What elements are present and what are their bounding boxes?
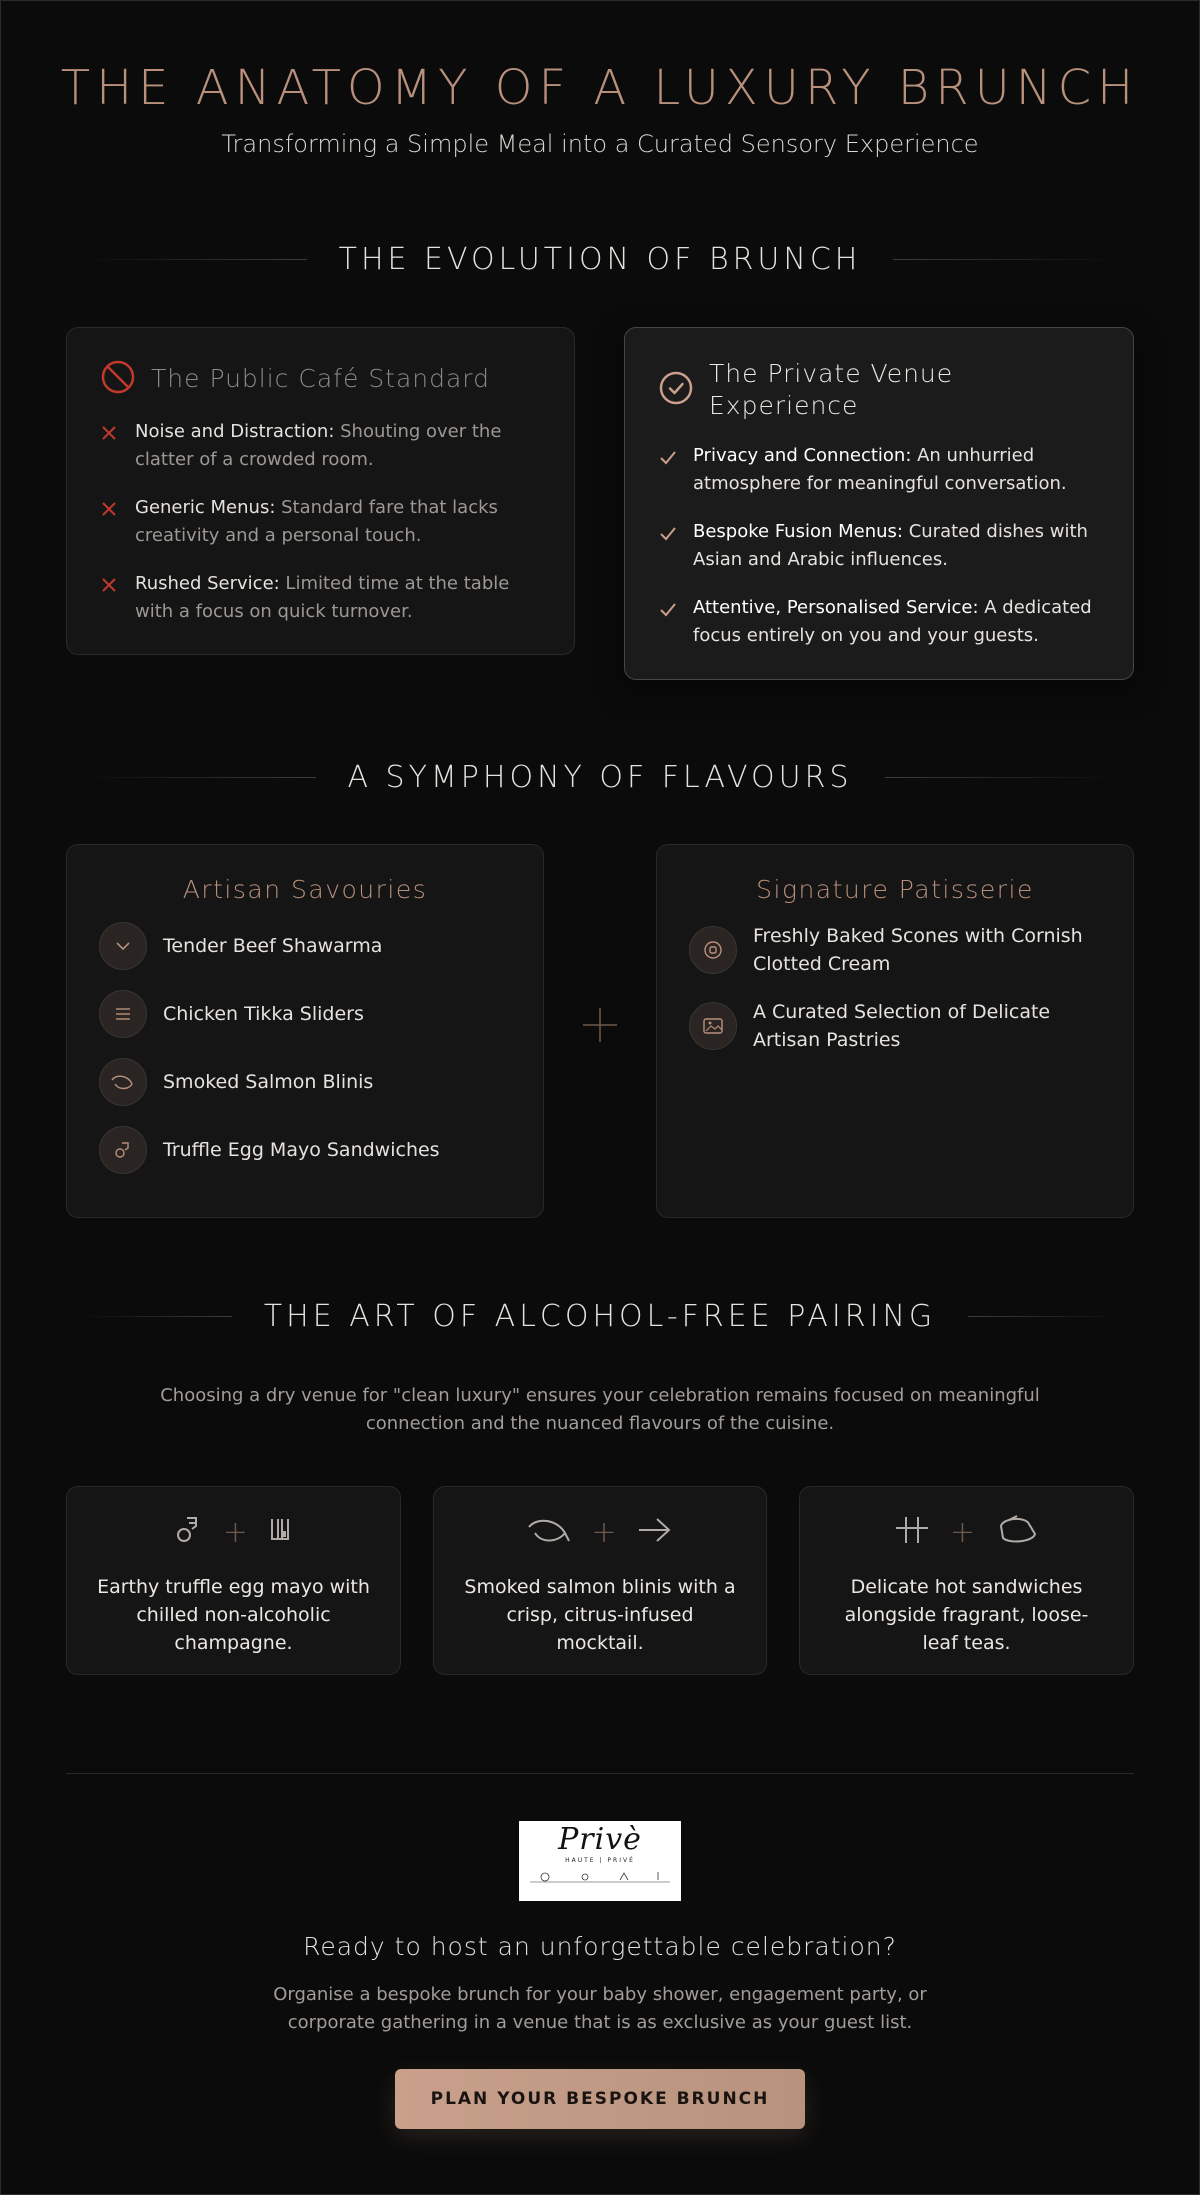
point-text <box>693 518 1099 574</box>
section-heading-flavours <box>80 757 1120 797</box>
menu-title: Artisan Savouries <box>182 875 428 904</box>
burger-icon <box>99 990 147 1038</box>
page-title: THE ANATOMY OF A LUXURY BRUNCH <box>60 60 1140 116</box>
cta-text: Organise a bespoke brunch for your baby shower, engagement party, or corporate gathering in a venue that is as exclusive as your guest list. <box>273 1984 927 2033</box>
cta-title: Ready to host an unforgettable celebration? <box>303 1932 897 1961</box>
point-description: An unhurried atmosphere for meaningful conversation. <box>693 445 1067 494</box>
menu-item-label: Freshly Baked Scones with Cornish Clotted Cream <box>753 925 1083 975</box>
plus-icon: + <box>591 1514 617 1550</box>
point-description: Limited time at the table with a focus on quick turnover. <box>135 573 510 622</box>
section-heading-evolution <box>80 239 1120 279</box>
pairing-icons <box>894 1507 1039 1557</box>
menu-item-label: Chicken Tikka Sliders <box>163 1003 364 1025</box>
heading-rule-right <box>893 259 1120 260</box>
plus-icon: + <box>949 1514 976 1550</box>
point-item <box>659 594 1099 650</box>
plan-brunch-button[interactable]: PLAN YOUR BESPOKE BRUNCH <box>395 2069 805 2129</box>
heading-rule-left <box>80 777 316 778</box>
card-title: The Public Café Standard <box>151 364 491 393</box>
section-heading-text: THE EVOLUTION OF BRUNCH <box>338 241 862 277</box>
menu-item <box>99 1126 511 1174</box>
plus-icon: + <box>222 1514 249 1550</box>
pairing-icons <box>175 1507 292 1557</box>
point-text <box>135 494 540 550</box>
check-mark-icon <box>659 518 677 574</box>
point-item <box>101 570 540 626</box>
point-label: Generic Menus: <box>135 497 276 518</box>
point-label: Rushed Service: <box>135 573 280 594</box>
section-heading-pairing <box>80 1296 1120 1336</box>
point-item <box>659 518 1099 574</box>
prohibited-icon <box>101 360 135 398</box>
fish-icon <box>99 1058 147 1106</box>
private-venue-card <box>624 327 1134 680</box>
logo-tagline: HAUTE | PRIVÉ <box>565 1857 635 1864</box>
public-cafe-card <box>66 327 575 655</box>
chevron-down-icon <box>99 922 147 970</box>
check-mark-icon <box>659 594 677 650</box>
section-divider <box>66 1773 1134 1774</box>
point-item <box>659 442 1099 498</box>
heading-rule-left <box>80 1316 232 1317</box>
menu-item <box>99 990 511 1038</box>
fish-icon <box>527 1515 571 1549</box>
menu-item-label: Truffle Egg Mayo Sandwiches <box>163 1139 440 1161</box>
menu-title: Signature Patisserie <box>756 875 1034 904</box>
cocktail-icon <box>637 1515 673 1549</box>
heading-rule-right <box>885 777 1121 778</box>
pairing-icons <box>527 1507 672 1557</box>
point-text <box>693 594 1099 650</box>
menu-item <box>689 998 1101 1054</box>
menu-item-label: A Curated Selection of Delicate Artisan Pastries <box>753 1001 1051 1051</box>
point-item <box>101 494 540 550</box>
pairing-text: Smoked salmon blinis with a crisp, citrus-infused mocktail. <box>464 1576 736 1654</box>
egg-icon <box>175 1515 203 1549</box>
x-mark-icon <box>101 494 119 550</box>
pairing-card <box>433 1486 767 1675</box>
page-subtitle: Transforming a Simple Meal into a Curated Sensory Experience <box>221 130 979 158</box>
menu-item <box>99 1058 511 1106</box>
menu-item <box>689 922 1101 978</box>
menu-item <box>99 922 511 970</box>
image-icon <box>689 1002 737 1050</box>
point-description: A dedicated focus entirely on you and your guests. <box>693 597 1092 646</box>
card-title: The Private Venue Experience <box>709 359 954 420</box>
point-label: Bespoke Fusion Menus: <box>693 521 903 542</box>
point-text <box>135 418 540 474</box>
section-heading-text: THE ART OF ALCOHOL-FREE PAIRING <box>263 1298 937 1334</box>
heading-rule-left <box>80 259 307 260</box>
card-header <box>659 358 1099 422</box>
pairing-text: Delicate hot sandwiches alongside fragrant, loose-leaf teas. <box>844 1576 1089 1654</box>
point-description: Shouting over the clatter of a crowded room. <box>135 421 502 470</box>
pairing-intro: Choosing a dry venue for "clean luxury" ensures your celebration remains focused on meaningful connection and the nuanced flavours of the cuisine. <box>160 1385 1040 1434</box>
egg-icon <box>99 1126 147 1174</box>
check-mark-icon <box>659 442 677 498</box>
point-description: Standard fare that lacks creativity and a personal touch. <box>135 497 498 546</box>
private-points-list <box>659 442 1099 650</box>
menu-item-label: Tender Beef Shawarma <box>163 935 383 957</box>
pairing-card <box>799 1486 1134 1675</box>
x-mark-icon <box>101 418 119 474</box>
savouries-list <box>99 922 511 1174</box>
pairing-text: Earthy truffle egg mayo with chilled non-alcoholic champagne. <box>97 1576 370 1654</box>
menu-item-label: Smoked Salmon Blinis <box>163 1071 374 1093</box>
section-heading-text: A SYMPHONY OF FLAVOURS <box>347 759 853 795</box>
x-mark-icon <box>101 570 119 626</box>
pairing-card <box>66 1486 401 1675</box>
point-text <box>135 570 540 626</box>
plus-icon <box>581 998 619 1056</box>
patisserie-list <box>689 922 1101 1054</box>
public-points-list <box>101 418 540 626</box>
point-description: Curated dishes with Asian and Arabic influences. <box>693 521 1088 570</box>
point-label: Attentive, Personalised Service: <box>693 597 979 618</box>
logo-wordmark: Privè <box>558 1822 642 1857</box>
point-text <box>693 442 1099 498</box>
check-circle-icon <box>659 371 693 409</box>
patisserie-card <box>656 844 1134 1218</box>
point-label: Noise and Distraction: <box>135 421 335 442</box>
brand-logo <box>519 1821 681 1901</box>
logo-icon-row <box>530 1870 670 1886</box>
scone-icon <box>689 926 737 974</box>
teapot-icon <box>995 1514 1039 1550</box>
hashtag-icon <box>894 1515 930 1549</box>
heading-rule-right <box>968 1316 1120 1317</box>
champagne-icon <box>268 1515 292 1549</box>
point-item <box>101 418 540 474</box>
savouries-card <box>66 844 544 1218</box>
card-header <box>101 360 540 398</box>
point-label: Privacy and Connection: <box>693 445 912 466</box>
